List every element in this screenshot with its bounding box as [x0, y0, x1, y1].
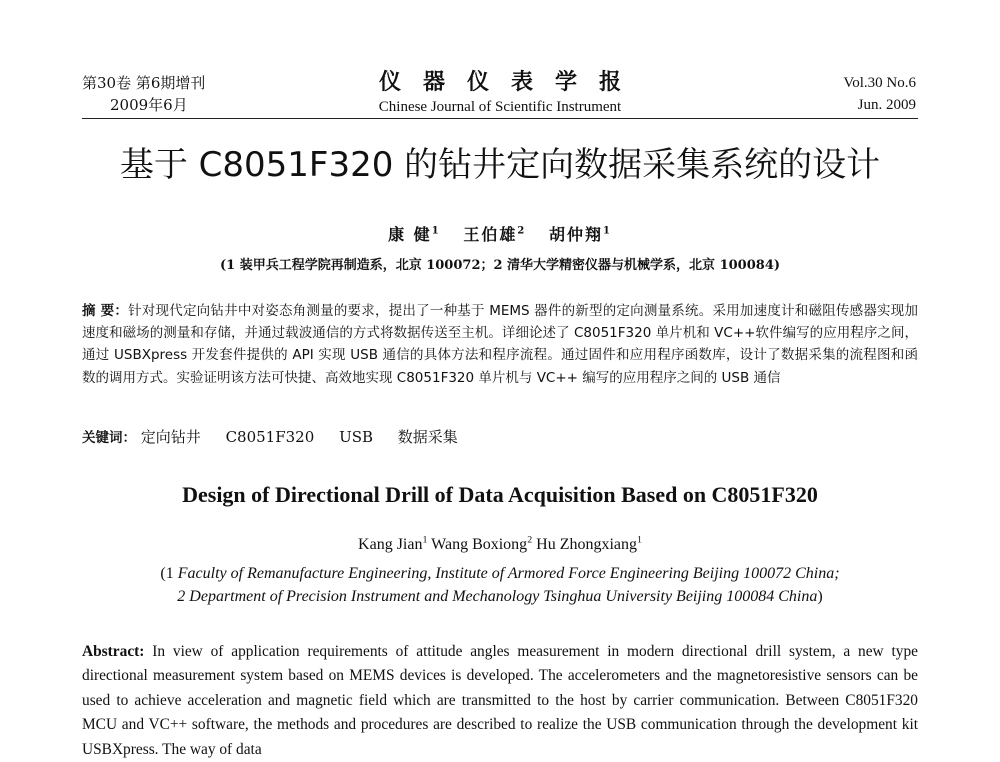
header-date-en: Jun. 2009 — [857, 97, 916, 113]
keywords-cn-label: 关键词： — [82, 430, 136, 446]
keyword: 定向钻井 — [140, 428, 201, 446]
author-sup: 2 — [517, 225, 527, 237]
paper-title-en: Design of Directional Drill of Data Acquisition Based on C8051F320 — [182, 482, 818, 507]
keyword: USB — [339, 428, 374, 446]
journal-name-en: Chinese Journal of Scientific Instrument — [378, 99, 622, 115]
abstract-en-text: In view of application requirements of attitude angles measurement in modern directional drill system, a new type directional measurement system based on MEMS devices is developed. The accelerometers and the magnetoresistive sensors can be used to achieve acceleration and magnetic field which are transmitted to the host by carrier communication. Between C8051F320 MCU and VC++ software, the methods and procedures are described to realize the USB communication through the development kit USBXpress. The way of data — [82, 643, 918, 758]
author-sup: 1 — [431, 225, 441, 237]
abstract-en-label: Abstract: — [82, 643, 145, 660]
abstract-cn — [82, 300, 918, 389]
affiliation-en-line1: (1 Faculty of Remanufacture Engineering, Institute of Armored Force Engineering Beijing 100072 China; — [160, 565, 840, 582]
header-volume-issue: 第30卷 第6期增刊 — [82, 74, 206, 92]
author-sup: 1 — [637, 534, 642, 546]
affiliation-cn: (1 装甲兵工程学院再制造系，北京 100072；2 清华大学精密仪器与机械学系，北京 100084) — [219, 258, 781, 273]
author-sup: 2 — [527, 534, 533, 546]
author-en: Kang Jian — [358, 536, 423, 553]
authors-cn — [0, 222, 1000, 245]
journal-name-cn: 仪器仪表学报 — [378, 69, 643, 95]
author-en: Hu Zhongxiang — [536, 536, 638, 553]
author-sup: 1 — [602, 225, 612, 237]
abstract-cn-label: 摘 要： — [82, 303, 129, 319]
author-en: Wang Boxiong — [431, 536, 528, 553]
author-sup: 1 — [422, 534, 428, 546]
header-date-cn: 2009年6月 — [110, 96, 188, 114]
authors-en — [0, 536, 1000, 554]
header-rule — [82, 118, 918, 119]
keywords-cn — [82, 426, 918, 449]
header-volume-info — [843, 72, 916, 116]
keyword: 数据采集 — [397, 428, 458, 446]
abstract-cn-text: 针对现代定向钻井中对姿态角测量的要求，提出了一种基于 MEMS 器件的新型的定向测量系统。采用加速度计和磁阻传感器实现加速度和磁场的测量和存储，并通过载波通信的方式将数据传送至主机。详细论述了 C8051F320 单片机和 VC++软件编写的应用程序之间，通过 USBXpress 开发套件提供的 API 实现 USB 通信的具体方法和程序流程。通过固件和应用程序函数库，设计了数据采集的流程图和函数的调用方式。实验证明该方法可快捷、高效地实现 C8051F320 单片机与 VC++ 编写的应用程序之间的 USB 通信 — [82, 303, 918, 386]
header-volume-en: Vol.30 No.6 — [843, 75, 916, 91]
author-cn: 康 健 — [388, 225, 432, 244]
abstract-en — [82, 640, 918, 762]
keyword: C8051F320 — [225, 428, 315, 446]
affiliation-en-line2: 2 Department of Precision Instrument and Mechanology Tsinghua University Beijing 100084 China) — [177, 588, 823, 605]
author-cn: 胡仲翔 — [548, 225, 603, 244]
paper-title-cn: 基于 C8051F320 的钻井定向数据采集系统的设计 — [119, 145, 881, 185]
author-cn: 王伯雄 — [463, 225, 518, 244]
affiliation-en — [0, 562, 1000, 608]
